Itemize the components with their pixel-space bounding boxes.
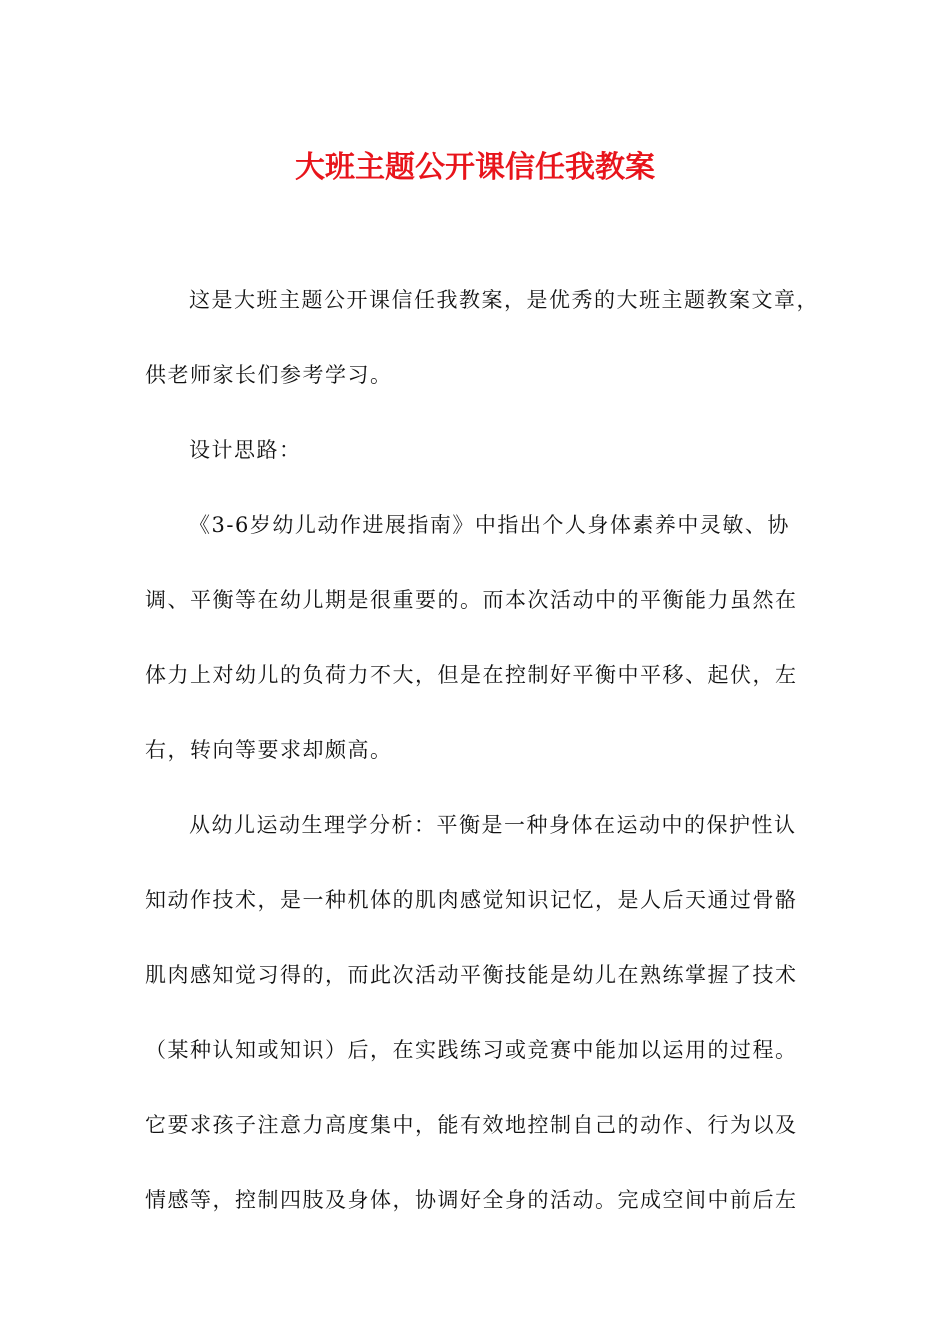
document-title: 大班主题公开课信任我教案: [295, 150, 655, 185]
paragraph-line: 供老师家长们参考学习。: [145, 363, 393, 387]
paragraph-line: 肌肉感知觉习得的，而此次活动平衡技能是幼儿在熟练掌握了技术: [145, 963, 798, 987]
paragraph-line: 右，转向等要求却颇高。: [145, 738, 393, 762]
paragraph-line: （某种认知或知识）后，在实践练习或竞赛中能加以运用的过程。: [145, 1038, 798, 1062]
paragraph-line: 情感等，控制四肢及身体，协调好全身的活动。完成空间中前后左: [145, 1188, 798, 1212]
section-heading: 设计思路：: [189, 438, 302, 462]
paragraph-line: 它要求孩子注意力高度集中，能有效地控制自己的动作、行为以及: [145, 1113, 798, 1137]
paragraph-line: 知动作技术，是一种机体的肌肉感觉知识记忆，是人后天通过骨骼: [145, 888, 798, 912]
paragraph-line: 《3-6岁幼儿动作进展指南》中指出个人身体素养中灵敏、协: [189, 513, 790, 537]
paragraph-line: 调、平衡等在幼儿期是很重要的。而本次活动中的平衡能力虽然在: [145, 588, 798, 612]
paragraph-line: 这是大班主题公开课信任我教案，是优秀的大班主题教案文章，: [189, 288, 819, 312]
paragraph-line: 体力上对幼儿的负荷力不大，但是在控制好平衡中平移、起伏，左: [145, 663, 798, 687]
paragraph-line: 从幼儿运动生理学分析：平衡是一种身体在运动中的保护性认: [189, 813, 797, 837]
